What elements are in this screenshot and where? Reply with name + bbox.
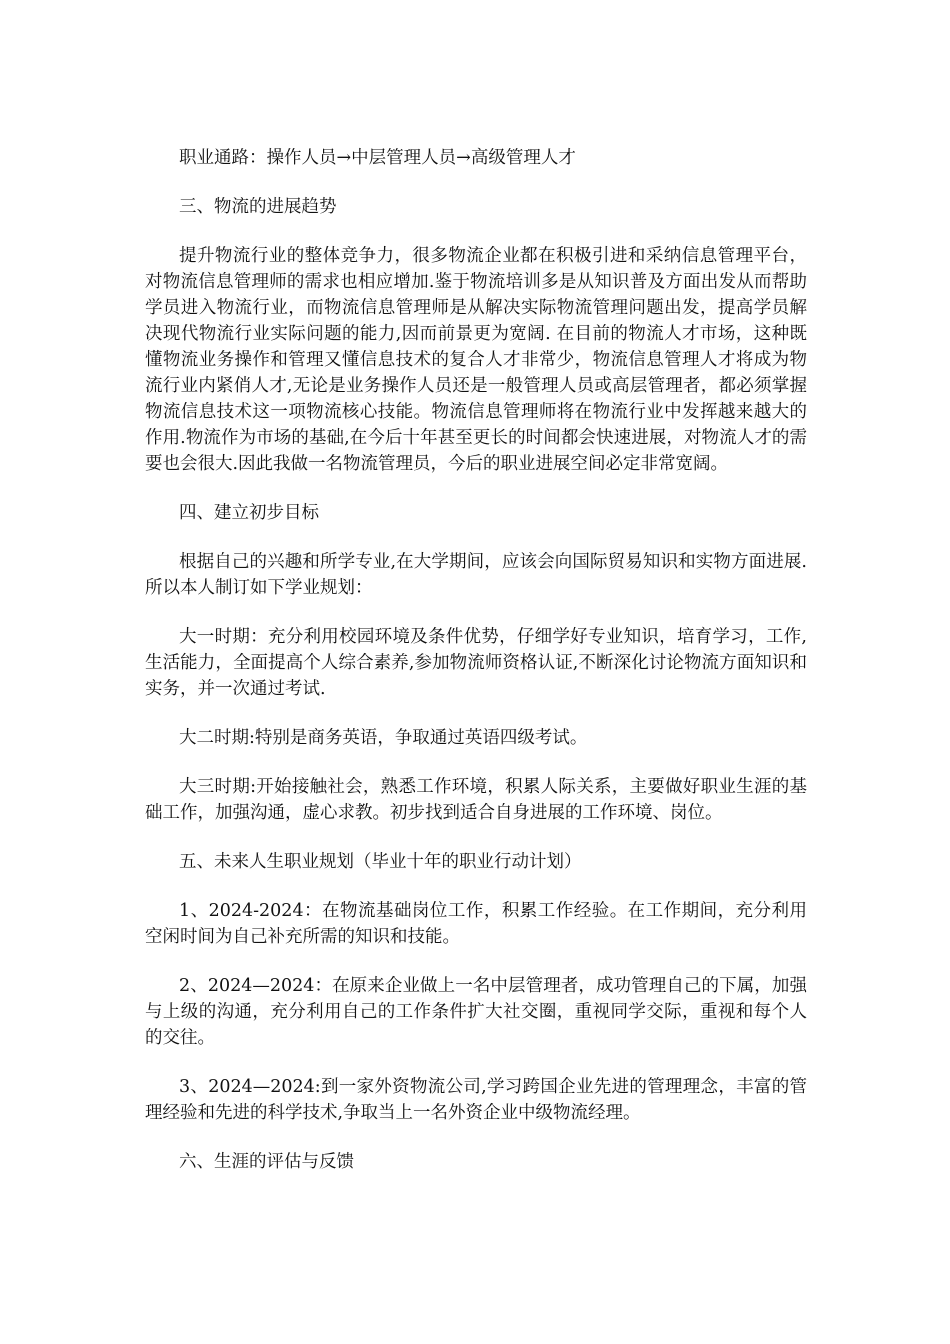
section-heading-evaluation: 六、生涯的评估与反馈 — [179, 1152, 354, 1172]
section-heading-trend: 三、物流的进展趋势 — [179, 197, 337, 217]
document-body — [145, 145, 807, 1198]
section-heading-future-plan: 五、未来人生职业规划（毕业十年的职业行动计划） — [179, 852, 582, 872]
year-three-paragraph: 大三时期:开始接触社会，熟悉工作环境，积累人际关系，主要做好职业生涯的基础工作，加强沟通，虚心求教。初步找到适合自身进展的工作环境、岗位。 — [145, 777, 807, 823]
plan-item-1: 1、2024-2024：在物流基础岗位工作，积累工作经验。在工作期间，充分利用空闲时间为自己补充所需的知识和技能。 — [145, 901, 807, 947]
plan-item-3: 3、2024—2024:到一家外资物流公司,学习跨国企业先进的管理理念，丰富的管理经验和先进的科学技术,争取当上一名外资企业中级物流经理。 — [145, 1077, 807, 1123]
trend-paragraph: 提升物流行业的整体竞争力，很多物流企业都在积极引进和采纳信息管理平台，对物流信息管理师的需求也相应增加.鉴于物流培训多是从知识普及方面出发从而帮助学员进入物流行业，而物流信息管理师是从解决实际物流管理问题出发，提高学员解决现代物流行业实际问题的能力,因而前景更为宽阔. 在目前的物流人才市场，这种既懂物流业务操作和管理又懂信息技术的复合人才非常少，物流信息管理人才将成为物流行业内紧俏人才,无论是业务操作人员还是一般管理人员或高层管理者，都必须掌握物流信息技术这一项物流核心技能。物流信息管理师将在物流行业中发挥越来越大的作用.物流作为市场的基础,在今后十年甚至更长的时间都会快速进展，对物流人才的需要也会很大.因此我做一名物流管理员，今后的职业进展空间必定非常宽阔。 — [145, 246, 807, 474]
year-two-paragraph: 大二时期:特别是商务英语，争取通过英语四级考试。 — [179, 728, 588, 748]
section-heading-goals: 四、建立初步目标 — [179, 503, 319, 523]
year-one-paragraph: 大一时期：充分利用校园环境及条件优势，仔细学好专业知识，培育学习，工作,生活能力，全面提高个人综合素养,参加物流师资格认证,不断深化讨论物流方面知识和实务，并一次通过考试. — [145, 627, 807, 699]
plan-item-2: 2、2024—2024：在原来企业做上一名中层管理者，成功管理自己的下属，加强与上级的沟通，充分利用自己的工作条件扩大社交圈，重视同学交际，重视和每个人的交往。 — [145, 976, 807, 1048]
career-path-line: 职业通路：操作人员→中层管理人员→高级管理人才 — [179, 148, 576, 168]
goals-intro-paragraph: 根据自己的兴趣和所学专业,在大学期间，应该会向国际贸易知识和实物方面进展.所以本人制订如下学业规划： — [145, 552, 807, 598]
